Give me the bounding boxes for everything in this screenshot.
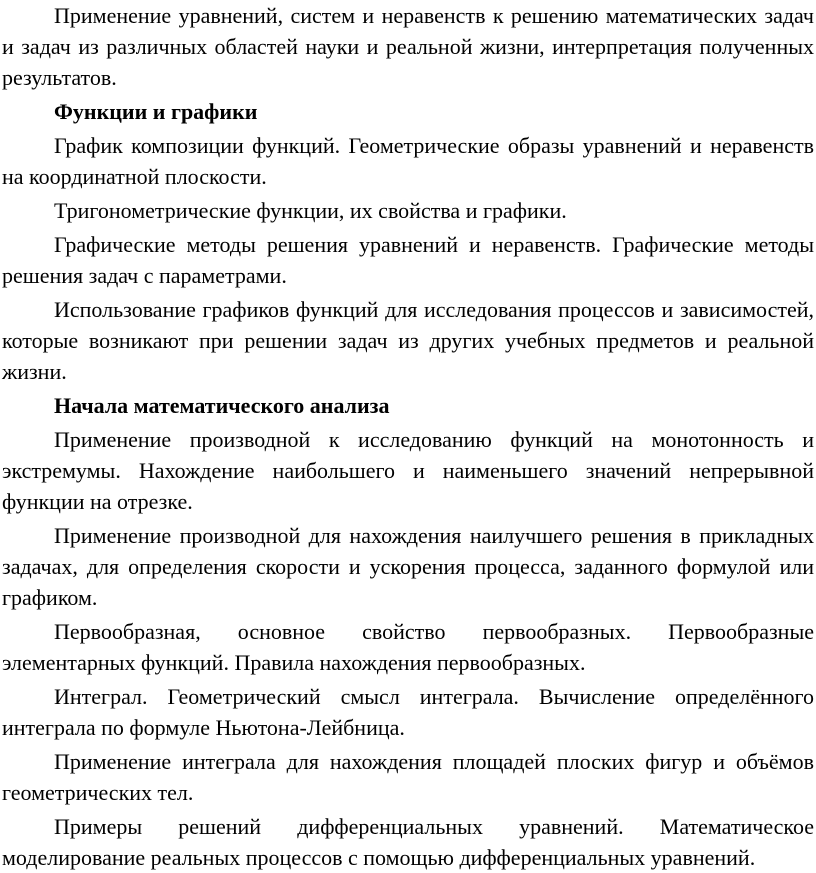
section-heading-functions: Функции и графики (54, 99, 258, 124)
section-heading-analysis: Начала математического анализа (54, 393, 390, 418)
paragraph-derivative-applied: Применение производной для нахождения наилучшего решения в прикладных задачах, для определения скорости и ускорения процесса, заданного формулой или графиком. (2, 523, 814, 610)
paragraph-graphic-methods: Графические методы решения уравнений и неравенств. Графические методы решения задач с параметрами. (2, 232, 814, 288)
paragraph-applications: Применение уравнений, систем и неравенств к решению математических задач и задач из различных областей науки и реальной жизни, интерпретация полученных результатов. (2, 3, 814, 90)
paragraph-antiderivative: Первообразная, основное свойство первообразных. Первообразные элементарных функций. Правила нахождения первообразных. (2, 619, 814, 675)
paragraph-composition: График композиции функций. Геометрические образы уравнений и неравенств на координатной плоскости. (2, 133, 814, 189)
paragraph-integral-applications: Применение интеграла для нахождения площадей плоских фигур и объёмов геометрических тел. (2, 749, 814, 805)
paragraph-differential-equations: Примеры решений дифференциальных уравнений. Математическое моделирование реальных процессов с помощью дифференциальных уравнений. (2, 814, 814, 870)
paragraph-integral: Интеграл. Геометрический смысл интеграла. Вычисление определённого интеграла по формуле Ньютона-Лейбница. (2, 684, 814, 740)
paragraph-derivative-monotonicity: Применение производной к исследованию функций на монотонность и экстремумы. Нахождение наибольшего и наименьшего значений непрерывной функции на отрезке. (2, 427, 814, 514)
paragraph-graph-usage: Использование графиков функций для исследования процессов и зависимостей, которые возникают при решении задач из других учебных предметов и реальной жизни. (2, 297, 814, 384)
paragraph-trig-functions: Тригонометрические функции, их свойства и графики. (54, 198, 567, 223)
